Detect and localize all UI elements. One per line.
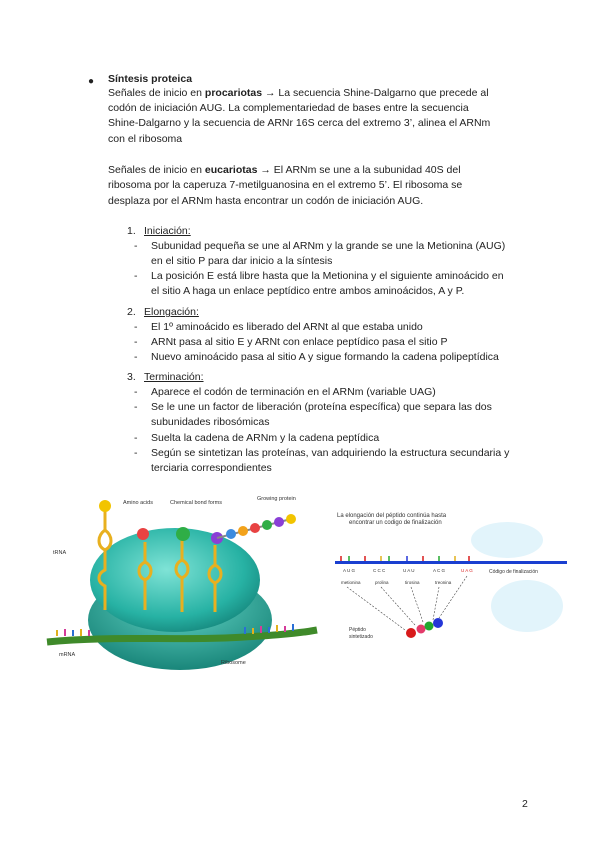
peptide-label-2: sintetizado (349, 634, 373, 640)
aa-label-thr: treonina (435, 580, 452, 585)
dash-icon: - (134, 447, 138, 459)
aa-label-pro: prolina (375, 580, 389, 585)
amino-acid-icon (176, 527, 190, 541)
list-item: El 1º aminoácido es liberado del ARNt al que estaba unido (151, 321, 423, 333)
list-item: Suelta la cadena de ARNm y la cadena peptídica (151, 432, 380, 444)
dash-icon: - (134, 270, 138, 282)
label-amino-acids: Amino acids (123, 500, 153, 506)
dash-icon: - (134, 401, 138, 413)
section-title: Síntesis proteica (108, 73, 193, 85)
dash-icon: - (134, 432, 138, 444)
list-item: Según se sintetizan las proteínas, van adquiriendo la estructura secundaria y (151, 447, 510, 459)
growing-protein-chain (217, 514, 296, 539)
list-item: La posición E está libre hasta que la Metionina y el siguiente aminoácido en (151, 270, 504, 282)
label-ribosome: Ribosome (221, 660, 246, 666)
euk-line-2: ribosoma por la caperuza 7-metilguanosina en el extremo 5’. El ribosoma se (108, 179, 463, 191)
prok-line-4: con el ribosoma (108, 133, 183, 145)
euk-line-1: Señales de inicio en eucariotas → El ARNm se une a la subunidad 40S del (108, 164, 461, 176)
label-mrna: mRNA (59, 652, 76, 658)
pro-bead (417, 625, 426, 634)
bullet-icon: ● (88, 76, 95, 87)
label-growing-protein: Growing protein (257, 496, 296, 502)
dash-icon: - (134, 351, 138, 363)
amino-acid-icon (137, 528, 149, 540)
prok-line-3: Shine-Dalgarno y la secuencia de ARNr 16S cerca del extremo 3’, alinea el ARNm (108, 117, 491, 129)
stop-codon-label: U A G (461, 568, 473, 573)
list-item: ARNt pasa al sitio E y ARNt con enlace peptídico pasa el sitio P (151, 336, 448, 348)
mrna-line (335, 561, 567, 564)
dash-icon: - (134, 386, 138, 398)
elongation-diagram (335, 510, 567, 660)
list-item: Se le une un factor de liberación (proteína específica) que separa las dos (151, 401, 492, 413)
caption-line-2: encontrar un codigo de finalización (349, 520, 442, 526)
codon-label: A U G (343, 568, 356, 573)
amino-acid-icon (99, 500, 111, 512)
label-trna: tRNA (53, 550, 67, 556)
ribosome-bubble-bottom (491, 580, 563, 632)
phase-3-number: 3. (127, 371, 136, 383)
codon-label: C C C (373, 568, 386, 573)
phase-2-title: Elongación: (144, 306, 199, 318)
page-number: 2 (522, 798, 528, 810)
phase-2-number: 2. (127, 306, 136, 318)
dash-icon: - (134, 321, 138, 333)
met-bead (406, 628, 416, 638)
phase-1-number: 1. (127, 225, 136, 237)
aa-label-tyr: tirosina (405, 580, 420, 585)
dash-icon: - (134, 336, 138, 348)
mrna-ticks (341, 556, 469, 561)
phase-3-title: Terminación: (144, 371, 204, 383)
codon-label: U A U (403, 568, 415, 573)
list-item-cont: terciaria correspondientes (151, 462, 272, 474)
phase-1-title: Iniciación: (144, 225, 191, 237)
tyr-bead (425, 622, 434, 631)
list-item-cont: en el sitio P para dar inicio a la síntesis (151, 255, 333, 267)
codon-label: A C G (433, 568, 446, 573)
label-chemical-bond: Chemical bond forms (170, 500, 222, 506)
ribosome-large-subunit (90, 528, 260, 632)
stop-codon-caption: Código de finalización (489, 569, 538, 575)
ribosome-translation-figure (45, 490, 320, 678)
euk-line-3: desplaza por el ARNm hasta encontrar un codón de iniciación AUG. (108, 195, 424, 207)
caption-line-1: La elongación del péptido continúa hasta (337, 513, 447, 519)
list-item: Subunidad pequeña se une al ARNm y la grande se une la Metionina (AUG) (151, 240, 506, 252)
aa-label-met: metionina (341, 580, 361, 585)
list-item: Nuevo aminoácido pasa al sitio A y sigue formando la cadena polipeptídica (151, 351, 499, 363)
thr-bead (433, 618, 443, 628)
list-item-cont: el sitio A haga un enlace peptídico entre ambos aminoácidos, A y P. (151, 285, 465, 297)
ribosome-bubble-top (471, 522, 543, 558)
prok-line-1: Señales de inicio en procariotas → La secuencia Shine-Dalgarno que precede al (108, 87, 489, 99)
peptide-label-1: Péptido (349, 627, 366, 633)
list-item-cont: subunidades ribosómicas (151, 416, 270, 428)
prok-line-2: codón de iniciación AUG. La complementariedad de bases entre la secuencia (108, 102, 469, 114)
list-item: Aparece el codón de terminación en el ARNm (variable UAG) (151, 386, 436, 398)
dash-icon: - (134, 240, 138, 252)
